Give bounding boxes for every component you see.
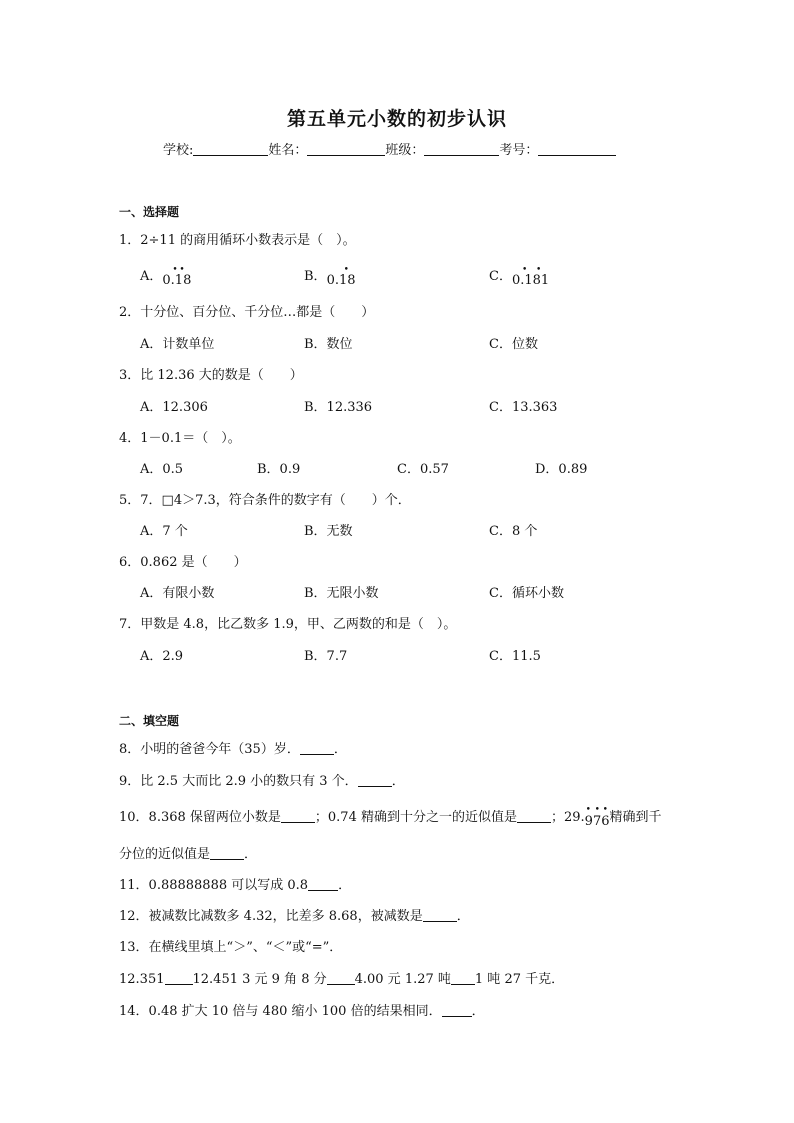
page-title: 第五单元小数的初步认识	[286, 108, 507, 130]
repeat-dot-icon: •	[535, 265, 542, 275]
repeat-dot-icon: •	[172, 265, 178, 275]
answer-blank[interactable]	[423, 909, 457, 922]
q10-text-c: ；29.	[550, 810, 585, 825]
section-heading-fill: 二、填空题	[119, 714, 180, 728]
q5-option-a[interactable]: A．7 个	[140, 524, 188, 539]
school-label: 学校:	[163, 143, 194, 158]
q10-text-a: 10．8.368 保留两位小数是	[119, 810, 281, 825]
q7-option-b[interactable]: B．7.7	[304, 649, 348, 664]
question-11: 11．0.88888888 可以写成 0.8 ．	[119, 878, 352, 893]
answer-blank[interactable]	[358, 774, 392, 787]
repeat-dot-icon: •	[343, 265, 349, 275]
q7-option-a[interactable]: A．2.9	[140, 649, 184, 664]
q2-option-a[interactable]: A．计数单位	[140, 337, 215, 352]
q10-text-b: ；0.74 精确到十分之一的近似值是	[314, 810, 517, 825]
q1-option-a-label: A．	[140, 269, 163, 284]
name-blank[interactable]	[307, 142, 385, 156]
question-9: 9．比 2.5 大而比 2.9 小的数只有 3 个． ．	[119, 774, 405, 789]
q3-option-b[interactable]: B．12.336	[304, 400, 373, 415]
q3-option-c[interactable]: C．13.363	[489, 400, 558, 415]
q1-option-b[interactable]	[304, 265, 356, 288]
q7-option-c[interactable]: C．11.5	[489, 649, 541, 664]
exam-no-blank[interactable]	[538, 142, 616, 156]
q1-option-c[interactable]	[489, 265, 550, 288]
repeat-dot-icon: •	[585, 805, 591, 815]
q13-text-a: 12.351	[119, 972, 165, 987]
q6-option-c[interactable]: C．循环小数	[489, 586, 564, 601]
q1-option-a-value: 0.18 • •	[162, 265, 192, 288]
q2-option-b[interactable]: B．数位	[304, 337, 353, 352]
q5-option-b[interactable]: B．无数	[304, 524, 353, 539]
q4-option-b[interactable]: B．0.9	[257, 462, 301, 477]
q6-option-a[interactable]: A．有限小数	[140, 586, 215, 601]
question-5: 5．7．□4＞7.3，符合条件的数字有（ ）个．	[119, 493, 411, 508]
answer-blank[interactable]	[517, 810, 551, 823]
q3-option-a[interactable]: A．12.306	[140, 400, 208, 415]
q4-option-c[interactable]: C．0.57	[397, 462, 449, 477]
q13-text-c: 4.00 元 1.27 吨	[354, 972, 451, 987]
q10-text-d: 精确到千	[609, 810, 662, 825]
repeat-dot-icon: •	[521, 265, 528, 275]
q13-text-d: 1 吨 27 千克．	[474, 972, 565, 987]
q2-option-c[interactable]: C．位数	[489, 337, 538, 352]
section-heading-choice: 一、选择题	[119, 205, 180, 219]
repeat-dot-icon: •	[179, 265, 185, 275]
class-blank[interactable]	[424, 142, 499, 156]
question-3: 3．比 12.36 大的数是（ ）	[119, 368, 303, 383]
answer-blank[interactable]	[300, 742, 334, 755]
q13-text-b: 12.451 3 元 9 角 8 分	[192, 972, 327, 987]
repeat-dot-icon: •	[594, 805, 600, 815]
student-info-line	[163, 139, 616, 158]
q1-option-b-label: B．	[304, 269, 327, 284]
question-10-cont: 分位的近似值是 ．	[119, 847, 258, 862]
question-13: 13．在横线里填上“＞”、“＜”或“=”．	[119, 940, 343, 955]
question-8: 8．小明的爸爸今年（35）岁． ．	[119, 742, 347, 757]
question-2: 2．十分位、百分位、千分位…都是（ ）	[119, 305, 375, 320]
exam-no-label: 考号：	[499, 143, 539, 158]
question-6: 6．0.862 是（ ）	[119, 555, 247, 570]
q14-text: 14．0.48 扩大 10 倍与 480 缩小 100 倍的结果相同．	[119, 1004, 442, 1019]
answer-blank[interactable]	[165, 972, 193, 985]
question-1: 1．2÷11 的商用循环小数表示是（ ）。	[119, 233, 356, 248]
q6-option-b[interactable]: B．无限小数	[304, 586, 379, 601]
answer-blank[interactable]	[327, 972, 355, 985]
q5-option-c[interactable]: C．8 个	[489, 524, 538, 539]
question-7: 7．甲数是 4.8，比乙数多 1.9，甲、乙两数的和是（ ）。	[119, 617, 457, 632]
q9-text: 9．比 2.5 大而比 2.9 小的数只有 3 个．	[119, 774, 358, 789]
answer-blank[interactable]	[442, 1004, 472, 1017]
answer-blank[interactable]	[308, 878, 338, 891]
q1-option-a[interactable]	[140, 265, 192, 288]
class-label: 班级：	[385, 143, 425, 158]
school-blank[interactable]	[193, 142, 268, 156]
q11-text: 11．0.88888888 可以写成 0.8	[119, 878, 309, 893]
q12-text: 12．被减数比减数多 4.32，比差多 8.68，被减数是	[119, 909, 423, 924]
question-4: 4．1－0.1＝（ ）。	[119, 431, 241, 446]
question-12: 12．被减数比减数多 4.32，比差多 8.68，被减数是 ．	[119, 909, 470, 924]
q1-option-c-value: 0.181 • •	[511, 265, 550, 288]
q8-text: 8．小明的爸爸今年（35）岁．	[119, 742, 300, 757]
question-14: 14．0.48 扩大 10 倍与 480 缩小 100 倍的结果相同． ．	[119, 1004, 485, 1019]
q10-text-e: 分位的近似值是	[119, 847, 211, 862]
q4-option-a[interactable]: A．0.5	[140, 462, 184, 477]
answer-blank[interactable]	[210, 847, 244, 860]
answer-blank[interactable]	[451, 972, 475, 985]
q1-option-b-value: 0.18 •	[326, 265, 356, 288]
answer-blank[interactable]	[281, 810, 315, 823]
q4-option-d[interactable]: D．0.89	[535, 462, 588, 477]
question-10	[119, 805, 662, 829]
repeat-dot-icon: •	[602, 805, 608, 815]
q10-repeating-digits: 976 • • •	[584, 805, 610, 829]
question-13-items	[119, 968, 564, 987]
name-label: 姓名：	[268, 143, 308, 158]
q1-option-c-label: C．	[489, 269, 512, 284]
